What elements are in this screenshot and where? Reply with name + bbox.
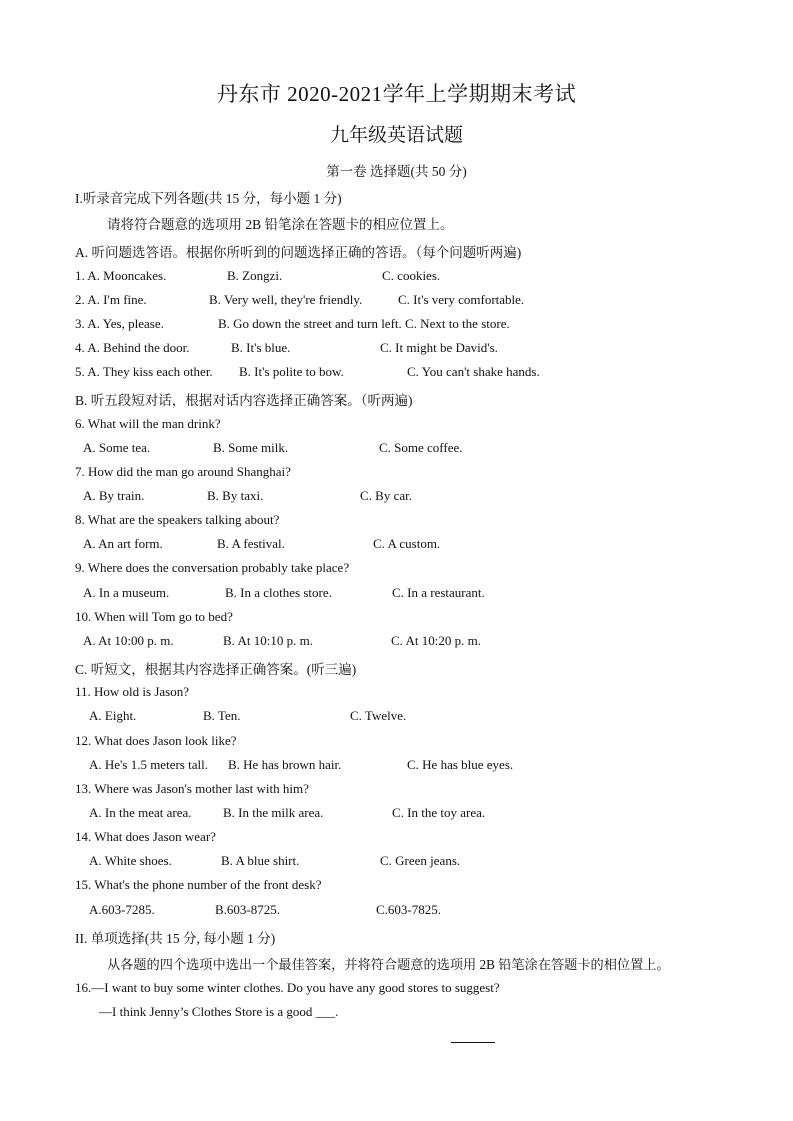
- q3-option-a: 3. A. Yes, please.: [75, 316, 164, 331]
- volume-heading: 第一卷 选择题(共 50 分): [326, 164, 467, 179]
- q15-option-c: C.603-7825.: [376, 902, 441, 917]
- q13-stem: 13. Where was Jason's mother last with him?: [75, 781, 309, 796]
- part1-heading: I.听录音完成下列各题(共 15 分，每小题 1 分): [75, 191, 342, 206]
- q12-option-b: B. He has brown hair.: [228, 757, 342, 772]
- q7-stem: 7. How did the man go around Shanghai?: [75, 464, 291, 479]
- part2-instruction: 从各题的四个选项中选出一个最佳答案，并将符合题意的选项用 2B 铅笔涂在答题卡的相位置上。: [107, 957, 670, 972]
- section-c-heading: C. 听短文，根据其内容选择正确答案。(听三遍): [75, 662, 357, 677]
- q4-option-b: B. It's blue.: [231, 340, 291, 355]
- q11-option-a: A. Eight.: [89, 708, 137, 723]
- q15-option-a: A.603-7285.: [89, 902, 155, 917]
- q13-option-a: A. In the meat area.: [89, 805, 192, 820]
- q5-option-a: 5. A. They kiss each other.: [75, 364, 213, 379]
- q15-stem: 15. What's the phone number of the front desk?: [75, 877, 322, 892]
- q10-option-b: B. At 10:10 p. m.: [223, 633, 313, 648]
- q2-option-b: B. Very well, they're friendly.: [209, 292, 363, 307]
- q4-option-a: 4. A. Behind the door.: [75, 340, 190, 355]
- q9-option-c: C. In a restaurant.: [392, 585, 485, 600]
- q1-option-a: 1. A. Mooncakes.: [75, 268, 167, 283]
- q9-stem: 9. Where does the conversation probably take place?: [75, 560, 350, 575]
- q8-option-a: A. An art form.: [83, 536, 163, 551]
- q12-stem: 12. What does Jason look like?: [75, 733, 237, 748]
- q5-option-c: C. You can't shake hands.: [407, 364, 540, 379]
- q1-option-b: B. Zongzi.: [227, 268, 283, 283]
- q15-option-b: B.603-8725.: [215, 902, 280, 917]
- q2-option-c: C. It's very comfortable.: [398, 292, 525, 307]
- q8-option-c: C. A custom.: [373, 536, 441, 551]
- section-b-heading: B. 听五段短对话，根据对话内容选择正确答案。（听两遍): [75, 393, 413, 408]
- q12-option-a: A. He's 1.5 meters tall.: [89, 757, 208, 772]
- q14-stem: 14. What does Jason wear?: [75, 829, 216, 844]
- q16-line-1: 16.—I want to buy some winter clothes. Do you have any good stores to suggest?: [75, 980, 500, 995]
- q9-option-b: B. In a clothes store.: [225, 585, 332, 600]
- q8-stem: 8. What are the speakers talking about?: [75, 512, 280, 527]
- answer-blank-line: [451, 1042, 495, 1043]
- q10-stem: 10. When will Tom go to bed?: [75, 609, 233, 624]
- q9-option-a: A. In a museum.: [83, 585, 170, 600]
- q7-option-c: C. By car.: [360, 488, 412, 503]
- q6-stem: 6. What will the man drink?: [75, 416, 221, 431]
- q13-option-b: B. In the milk area.: [223, 805, 324, 820]
- part2-heading: II. 单项选择(共 15 分, 每小题 1 分): [75, 931, 276, 946]
- q10-option-c: C. At 10:20 p. m.: [391, 633, 481, 648]
- q1-option-c: C. cookies.: [382, 268, 441, 283]
- q11-option-c: C. Twelve.: [350, 708, 407, 723]
- part1-instruction: 请将符合题意的选项用 2B 铅笔涂在答题卡的相应位置上。: [107, 217, 454, 232]
- q14-option-b: B. A blue shirt.: [221, 853, 300, 868]
- exam-title: 丹东市 2020-2021学年上学期期末考试: [216, 82, 577, 106]
- q3-options-bc: B. Go down the street and turn left. C. Next to the store.: [218, 316, 510, 331]
- q4-option-c: C. It might be David's.: [380, 340, 498, 355]
- q14-option-c: C. Green jeans.: [380, 853, 461, 868]
- q13-option-c: C. In the toy area.: [392, 805, 486, 820]
- q8-option-b: B. A festival.: [217, 536, 285, 551]
- q10-option-a: A. At 10:00 p. m.: [83, 633, 174, 648]
- exam-subject: 九年级英语试题: [329, 125, 463, 146]
- q11-stem: 11. How old is Jason?: [75, 684, 189, 699]
- q12-option-c: C. He has blue eyes.: [407, 757, 514, 772]
- q5-option-b: B. It's polite to bow.: [239, 364, 344, 379]
- q6-option-c: C. Some coffee.: [379, 440, 463, 455]
- q2-option-a: 2. A. I'm fine.: [75, 292, 147, 307]
- q7-option-b: B. By taxi.: [207, 488, 264, 503]
- section-a-heading: A. 听问题选答语。根据你所听到的问题选择正确的答语。（每个问题听两遍): [75, 245, 522, 260]
- q11-option-b: B. Ten.: [203, 708, 241, 723]
- q6-option-b: B. Some milk.: [213, 440, 289, 455]
- q16-line-2: —I think Jenny’s Clothes Store is a good ___.: [99, 1004, 339, 1019]
- q6-option-a: A. Some tea.: [83, 440, 151, 455]
- q7-option-a: A. By train.: [83, 488, 145, 503]
- q14-option-a: A. White shoes.: [89, 853, 172, 868]
